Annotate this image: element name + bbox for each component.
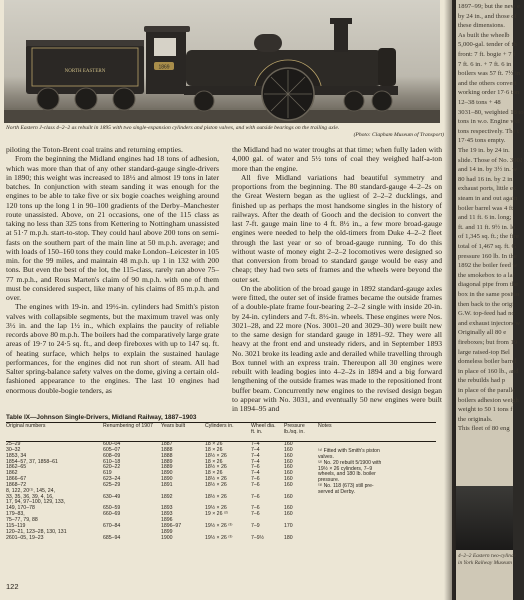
facing-caption-line: in York Railway Museum — [458, 560, 512, 566]
facing-text-line: weight to 50 1 tons f — [458, 406, 513, 414]
table-cell: 610–18 — [103, 458, 121, 465]
facing-text-line: and exhaust injectors w — [458, 319, 521, 327]
table-cell: 2601–05, 19–23 — [6, 534, 44, 541]
facing-text-line: and 14 in. by 3½ in. w — [458, 166, 518, 174]
facing-text-line: 7 ft. 6 in. + 7 ft. 6 in — [458, 60, 512, 68]
facing-text-line: boilers was 57 ft. 7½ in — [458, 70, 521, 78]
table-cell: 1889 — [161, 464, 173, 471]
table-note: valves. — [318, 453, 334, 460]
table-cell: 630–49 — [103, 493, 121, 500]
table-cell: 1868–72 — [6, 481, 27, 488]
table-note: ⁽²⁾ No. 20 rebuilt 5/1900 with — [318, 459, 382, 466]
header-cylinders: Cylinders in. — [205, 423, 234, 429]
table-cell: 17, 94, 97–100, 129, 133, — [6, 499, 66, 506]
facing-text-line: 3031–80, weighted 18 to — [458, 108, 524, 116]
table-cell: 660–69 — [103, 511, 121, 518]
table-cell: 179–83, — [6, 511, 25, 518]
table-cell: 620–22 — [103, 464, 121, 471]
tender-lettering: NORTH EASTERN — [64, 69, 106, 74]
facing-text-line: and the others convert — [458, 79, 517, 87]
header-renumbering: Renumbering of 1907 — [103, 423, 153, 429]
facing-page — [456, 0, 524, 600]
photo-credit: (Photo: Clapham Museum of Transport) — [353, 132, 444, 138]
photo-caption — [6, 125, 444, 138]
table-cell: 1896 — [161, 516, 173, 523]
table-cell: 18 × 26 — [205, 446, 223, 453]
page-number: 122 — [6, 582, 19, 591]
facing-text-line: This fleet of 80 eng — [458, 425, 510, 433]
facing-text-line: slide. Those of No. 3001 — [458, 156, 524, 164]
facing-text-line: exhaust ports, little ex — [458, 185, 517, 193]
facing-text-line: boilers adhesion weigh — [458, 396, 519, 404]
table-cell: 625–29 — [103, 481, 121, 488]
header-wheel-dia: Wheel dia. ft. in. — [251, 423, 276, 436]
table-cell: 170 — [284, 522, 293, 529]
facing-text-line: total of 1,467 sq. ft. G — [458, 243, 517, 250]
table-cell: 8, 122, 20⁽¹⁾, 145, 24, — [6, 487, 55, 494]
table-cell: 7–4 — [251, 470, 260, 477]
facing-text-line: 5,000-gal. tender of th — [458, 41, 517, 49]
table-cell: 19½ × 26 — [205, 505, 227, 512]
table-cell: 1892 — [161, 493, 173, 500]
table-cell: 19½ × 26 ⁽³⁾ — [205, 534, 233, 541]
table-note: ⁽³⁾ No. 118 (673) still pre- — [318, 483, 374, 490]
table-cell: 7–6 — [251, 476, 260, 483]
paragraph: All five Midland variations had beautiful symmetry and proportions from the beginning. The 80 standard-gauge 4–2–2s on the Great Western began as the ugliest of 2–2–2 ducklings, and finished up as perhaps the most handsome singles in the history of railways. After the death of Gooch and the decision to convert the last 7-ft. gauge main line to 4 ft. 8½ in., a few more broad-gauge engines were needed to help the old-timers from Duke 4–2–2 fleet through the last year or so of broad-gauge running. To do this without waste of money eight 2–2–2 locomotives were designed so that conversion from broad to standard gauge would be easy and cheap; they had two sets of frames and the wheels were beyond the outer set. — [232, 172, 442, 284]
table-cell: 160 — [284, 470, 293, 477]
table-cell: 1900 — [161, 534, 173, 541]
facing-text-line: As built the wheelb — [458, 31, 510, 39]
table-cell: 1853, 34 — [6, 452, 27, 459]
facing-text-line: the originals. — [458, 415, 493, 423]
table-cell: 685–94 — [103, 534, 121, 541]
table-cell: 650–59 — [103, 505, 121, 512]
table-cell: 7–6 — [251, 505, 260, 512]
table-cell: 7–9 — [251, 522, 260, 529]
table-cell: 160 — [284, 481, 293, 488]
facing-text-line: large raised-top Bel — [458, 348, 510, 356]
facing-text-line: tons in w.o. Engine wei — [458, 118, 520, 126]
text-column-left — [6, 145, 219, 395]
facing-text-line: these dimensions. — [458, 22, 505, 30]
facing-text-line: 12–38 tons + 48 — [458, 99, 501, 106]
header-original-numbers: Original numbers — [6, 423, 46, 429]
locomotive-photo — [4, 0, 440, 123]
table-row — [6, 536, 436, 542]
table-cell: 1896–97 — [161, 522, 182, 529]
table-cell: 18½ × 26 — [205, 476, 227, 483]
table-cell: 7–4 — [251, 452, 260, 459]
table-notes — [318, 449, 438, 496]
table-cell: 1890 — [161, 476, 173, 483]
facing-text-line: pressure 160 lb. In the — [458, 252, 517, 260]
table-cell: 1888 — [161, 452, 173, 459]
table-cell: 18 × 26 — [205, 470, 223, 477]
table-cell: 619 — [103, 470, 112, 477]
table-cell: 160 — [284, 464, 293, 471]
facing-text-line: front: 7 ft. bogie + 7 f — [458, 51, 516, 58]
table-cell: 160 — [284, 511, 293, 518]
facing-text-line: 1892 the boiler feed w — [458, 262, 518, 270]
table-note: served at Derby. — [318, 488, 355, 495]
table-cell: 1866–67 — [6, 476, 27, 483]
table-note: wheels, and 180 lb. boiler — [318, 471, 376, 478]
header-notes: Notes — [318, 423, 332, 429]
locomotive-table — [6, 413, 444, 541]
facing-text-line: ft. and 11 ft. 9½ in. lo — [458, 223, 516, 231]
table-cell: 1893 — [161, 505, 173, 512]
table-cell: 18½ × 26 — [205, 481, 227, 488]
table-cell: 120–21, 123–28, 130, 131 — [6, 528, 67, 535]
table-cell: 623–24 — [103, 476, 121, 483]
table-cell: 160 — [284, 476, 293, 483]
table-cell: 7–4 — [251, 441, 260, 447]
table-cell: 160 — [284, 452, 293, 459]
facing-text-line: G.W. top-feed had no — [458, 310, 515, 318]
facing-text-line: then back to the origi — [458, 300, 515, 308]
facing-text-line: 17·45 tons empty. — [458, 137, 506, 145]
table-cell: 33, 35, 36, 39, 4, 16, — [6, 493, 54, 500]
table-cell: 160 — [284, 441, 293, 447]
table-cell: 19½ × 26 ⁽³⁾ — [205, 522, 233, 529]
table-cell: 670–84 — [103, 522, 121, 529]
table-cell: 1893 — [161, 511, 173, 518]
paragraph: On the abolition of the broad gauge in 1892 standard-gauge axles were fitted, the outer set of inside frames became the outside frames of a double-plate frame four-bearing 2–2–2 single with inside 20-in. by 24-in. cylinders and 7-ft. 8½-in. wheels. These engines were Nos. 3021–28, and 22 more (Nos. 3001–20 and 3029–30) were built new to the same design for standard gauge in 1891–92. They were all heavy at the front end and unsteady riders, and in September 1893 No. 3021 broke its leading axle and derailed while travelling through Box tunnel with an express train. Thereupon all 30 engines were rebuilt with leading bogies into 4–2–2s in 1894 and a big forward lengthening of the outside frames was made to the repositioned front buffer beam. Concurrently new engines to the revised design began to appear with No. 3031, and eventually 50 new engines were built in 1894–95 and — [232, 283, 442, 413]
table-cell: 18½ × 26 — [205, 493, 227, 500]
table-cell: 1862–65 — [6, 464, 27, 471]
paragraph: the Midland had no water troughs at that time; when fully laden with 4,000 gal. of water and 5½ tons of coal they weighed half-a-ton more than the engine. — [232, 145, 442, 173]
facing-text-line: box in the same positio — [458, 291, 520, 298]
table-note: pressure. — [318, 477, 340, 484]
facing-text-line: working order 17·6 ton — [458, 89, 520, 97]
table-cell: 18½ × 26 — [205, 452, 227, 459]
table-cell: 1862 — [6, 470, 18, 477]
table-header — [6, 423, 436, 441]
facing-text-line: The 19 in. by 24 in. — [458, 147, 510, 154]
number-plate: 1869 — [158, 64, 170, 71]
facing-text-line: diagonal pipe from the — [458, 281, 518, 289]
table-cell: 115–119 — [6, 522, 26, 529]
table-cell: 1887 — [161, 441, 173, 447]
facing-page-photo — [456, 486, 513, 550]
facing-text-line: of 1,345 sq. ft.; the fire — [458, 233, 519, 241]
facing-text-line: in place of the paralle — [458, 387, 516, 394]
facing-text-line: tons respectively. The t — [458, 127, 519, 135]
table-cell: 160 — [284, 446, 293, 453]
table-cell: 18 × 26 — [205, 458, 223, 465]
table-cell: 180 — [284, 534, 293, 541]
table-cell: 605–07 — [103, 446, 121, 453]
table-cell: 19 × 26 ⁽²⁾ — [205, 511, 229, 518]
table-cell: 1899 — [161, 528, 173, 535]
table-cell: 25–29 — [6, 441, 21, 447]
locomotive-illustration — [4, 0, 440, 123]
header-pressure: Pressure lb./sq. in. — [284, 423, 305, 436]
header-years-built: Years built — [161, 423, 186, 429]
facing-text-line: the rebuilds had p — [458, 377, 506, 385]
table-cell: 7–9½ — [251, 534, 264, 541]
text-column-right — [232, 145, 442, 413]
table-cell: 149, 170–78 — [6, 505, 35, 512]
table-cell: 7–6 — [251, 481, 260, 488]
table-title: Table IX—Johnson Single-Drivers, Midland Railway, 1887–1903 — [6, 414, 197, 421]
table-cell: 1891 — [161, 481, 173, 488]
table-cell: 1890 — [161, 470, 173, 477]
table-cell: 160 — [284, 458, 293, 465]
table-cell: 600–04 — [103, 441, 121, 447]
table-cell: 1889 — [161, 458, 173, 465]
facing-text-line: the smokebox to a lar — [458, 271, 515, 279]
table-note: ⁽¹⁾ Fitted with Smith's piston — [318, 448, 380, 454]
table-cell: 18 × 26 — [205, 441, 223, 447]
facing-text-line: domeless boiler barrel — [458, 358, 517, 366]
table-cell: 160 — [284, 505, 293, 512]
paragraph: From the beginning the Midland engines had 18 tons of adhesion, which was more than that of any other standard-gauge single-drivers in 1890; this weight was increased to 18½ and almost 19 tons in later batches. In conjunction with steam sanding it was enough for the engines to be able to take five or six bogie coaches weighing around 120 tons up the long 1 in 90–100 gradients of the Derby–Manchester route unassisted. Above, on 21 occasions, one of the 115 class as taking no less than 325 tons from Kettering to Nottingham unassisted at 51·7 m.p.h. start-to-stop. They could haul above 200 tons on semi-fasts on the southern part of the main line at 50 m.p.h. average; and with loads of 150–160 tons they could make London–Leicester in 105 min. for the 99 miles, and maintain 48 m.p.h. up 1 in 132 with 200 tons. But even the best of the lot, the 115-class, rarely ran above 75–77 m.p.h., and Rous Marten's claim of 90 m.p.h. with one of them must be considered suspect, like many of his claims of 85 m.p.h. and over. — [6, 154, 220, 302]
table-cell: 1854–57, 37, 1858–61 — [6, 458, 58, 465]
table-cell: 1888 — [161, 446, 173, 453]
facing-text-line: 80 had 16 in. by 2 in. — [458, 175, 515, 183]
facing-text-line: in place of 160 lb., and — [458, 367, 519, 375]
table-cell: 75–77, 79, 88 — [6, 516, 38, 523]
table-cell: 7–6 — [251, 493, 260, 500]
facing-text-line: steam in and out again — [458, 195, 518, 202]
table-cell: 608–09 — [103, 452, 121, 459]
facing-text-line: 1897–99; but the new e — [458, 3, 520, 10]
facing-text-line: and 11 ft. 6 in. long; — [458, 214, 512, 222]
table-note: 19½ × 26 cylinders, 7–9 — [318, 465, 373, 472]
table-cell: 30–32 — [6, 446, 21, 453]
paragraph: The engines with 19-in. and 19½-in. cylinders had Smith's piston valves with collapsible segments, but the maximum travel was only 3½ in. and the lap 1½ in., which explains the paucity of reliable records above 80 m.p.h. The boilers had the comparatively large grate areas of 19·7 to 24·5 sq. ft., and deep fireboxes with up to 147 sq. ft. of heating surface, which helps to explain the sustained haulage performances, for the engines did not run short of steam. All had Salter spring-balance safety valves on the dome, giving a certain old-fashioned appearance to the engines. The last 10 engines had enormous double-bogie tenders, as — [6, 302, 219, 395]
facing-text-line: fireboxes; but from 19 — [458, 339, 518, 346]
facing-text-line: by 24 in., and those of — [458, 12, 517, 20]
table-cell: 160 — [284, 493, 293, 500]
table-cell: 7–6 — [251, 464, 260, 471]
facing-text-line: Originally all 80 e — [458, 329, 507, 337]
facing-caption-line: 4–2–2 Eastern two-cylinde — [458, 553, 517, 559]
table-cell: 7–4 — [251, 458, 260, 465]
facing-text-line: boiler barrel was 4 ft. — [458, 204, 515, 212]
facing-page-caption — [458, 553, 516, 567]
table-cell: 7–4 — [251, 446, 260, 453]
table-cell: 7–6 — [251, 511, 260, 518]
paragraph: piloting the Toton-Brent coal trains and returning empties. — [6, 145, 183, 154]
table-cell: 18½ × 26 — [205, 464, 227, 471]
caption-text: North Eastern J-class 4–2–2 as rebuilt in 1895 with two single-expansion cylinders and piston valves, and with outside bearings on the trailing axle. — [6, 125, 340, 131]
